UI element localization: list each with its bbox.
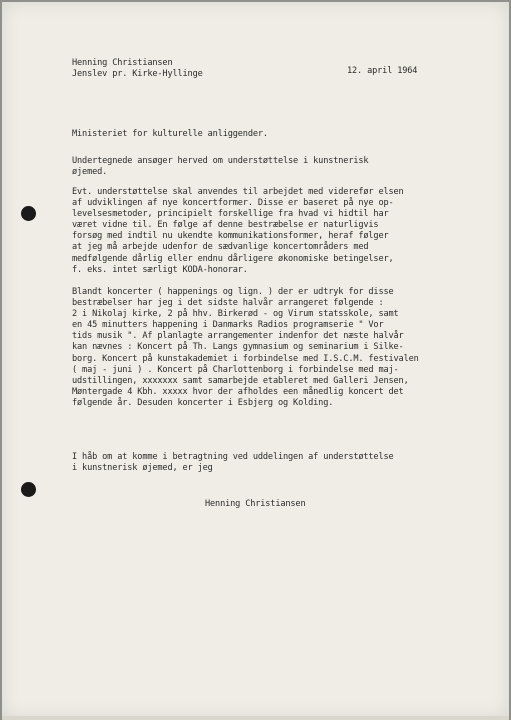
- paragraph-purpose: Evt. understøttelse skal anvendes til arbejdet med viderefør elsen af udviklingen af nye koncertformer. Disse er baseret på nye op- levelsesmetoder, principielt forskellige fra hvad vi hidtil har været vidne til. En følge af denne bestræbelse er naturligvis forsøg med indtil nu ukendte kommunikationsformer, heraf følger at jeg må arbejde udenfor de sædvanlige koncertområders med medfølgende dårlig eller endnu dårligere økonomiske betingelser, f. eks. intet særligt KODA-honorar.: [72, 187, 404, 275]
- punch-hole: [21, 206, 36, 221]
- paragraph-closing: I håb om at komme i betragtning ved uddelingen af understøttelse i kunstnerisk øjemed, er jeg: [72, 452, 394, 474]
- letter-page: [2, 2, 509, 718]
- recipient: Ministeriet for kulturelle anliggender.: [72, 129, 268, 139]
- paragraph-application: Undertegnede ansøger herved om understøttelse i kunstnerisk øjemed.: [72, 156, 369, 178]
- punch-hole: [21, 482, 36, 497]
- signature: Henning Christiansen: [205, 499, 306, 509]
- sender-name: Henning Christiansen: [72, 58, 173, 68]
- page-edge: [2, 716, 509, 720]
- letter-date: 12. april 1964: [347, 66, 418, 76]
- paragraph-concerts: Blandt koncerter ( happenings og lign. ) der er udtryk for disse bestræbelser har jeg i det sidste halvår arrangeret følgende : 2 i Nikolaj kirke, 2 på hhv. Birkerød - og Virum statsskole, samt en 45 minutters happening i Danmarks Radios programserie " Vor tids musik ". Af planlagte arrangementer indenfor det næste halvår kan nævnes : Koncert på Th. Langs gymnasium og seminarium i Silke- borg. Koncert på kunstakademiet i forbindelse med I.S.C.M. festivalen ( maj - juni ) . Koncert på Charlottenborg i forbindelse med maj- udstillingen, xxxxxxx samt samarbejde etableret med Galleri Jensen, Møntergade 4 Kbh. xxxxx hvor der afholdes een månedlig koncert det følgende år. Desuden koncerter i Esbjerg og Kolding.: [72, 287, 419, 408]
- sender-address: Jenslev pr. Kirke-Hyllinge: [72, 69, 203, 79]
